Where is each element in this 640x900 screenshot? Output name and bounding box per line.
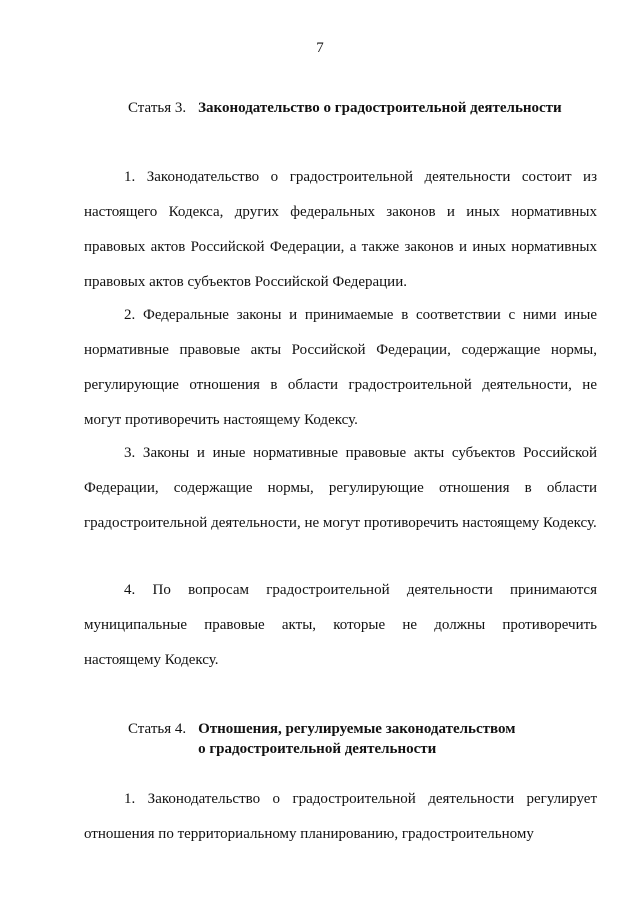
- article-3-paragraph-2: 2. Федеральные законы и принимаемые в соответствии с ними иные нормативные правовые акты Российской Федерации, содержащие нормы, регулирующие отношения в области градостроительной деятельности, не могут противоречить настоящему Кодексу.: [84, 307, 597, 428]
- article-4-heading: [128, 719, 515, 759]
- article-4-title: [198, 719, 515, 759]
- article-4-label: Статья 4.: [128, 721, 187, 737]
- article-3-paragraph-3: 3. Законы и иные нормативные правовые акты субъектов Российской Федерации, содержащие нормы, регулирующие отношения в области градостроительной деятельности, не могут противоречить настоящему Кодексу.: [84, 445, 597, 531]
- article-4-title-line-1: Отношения, регулируемые законодательством: [198, 721, 516, 737]
- article-3-heading: [128, 98, 562, 118]
- article-3-paragraph-1: 1. Законодательство о градостроительной деятельности состоит из настоящего Кодекса, других федеральных законов и иных нормативных правовых актов Российской Федерации, а также законов и иных нормативных правовых актов субъектов Российской Федерации.: [84, 169, 597, 290]
- article-3-label: Статья 3.: [128, 100, 187, 116]
- page-number: 7: [316, 40, 324, 56]
- article-3-title: Законодательство о градостроительной деятельности: [198, 100, 562, 116]
- article-4-title-line-2: о градостроительной деятельности: [198, 741, 437, 757]
- article-3-paragraph-4: 4. По вопросам градостроительной деятельности принимаются муниципальные правовые акты, которые не должны противоречить настоящему Кодексу.: [84, 582, 597, 668]
- article-4-paragraph-1: 1. Законодательство о градостроительной деятельности регулирует отношения по территориальному планированию, градостроительному: [84, 791, 597, 842]
